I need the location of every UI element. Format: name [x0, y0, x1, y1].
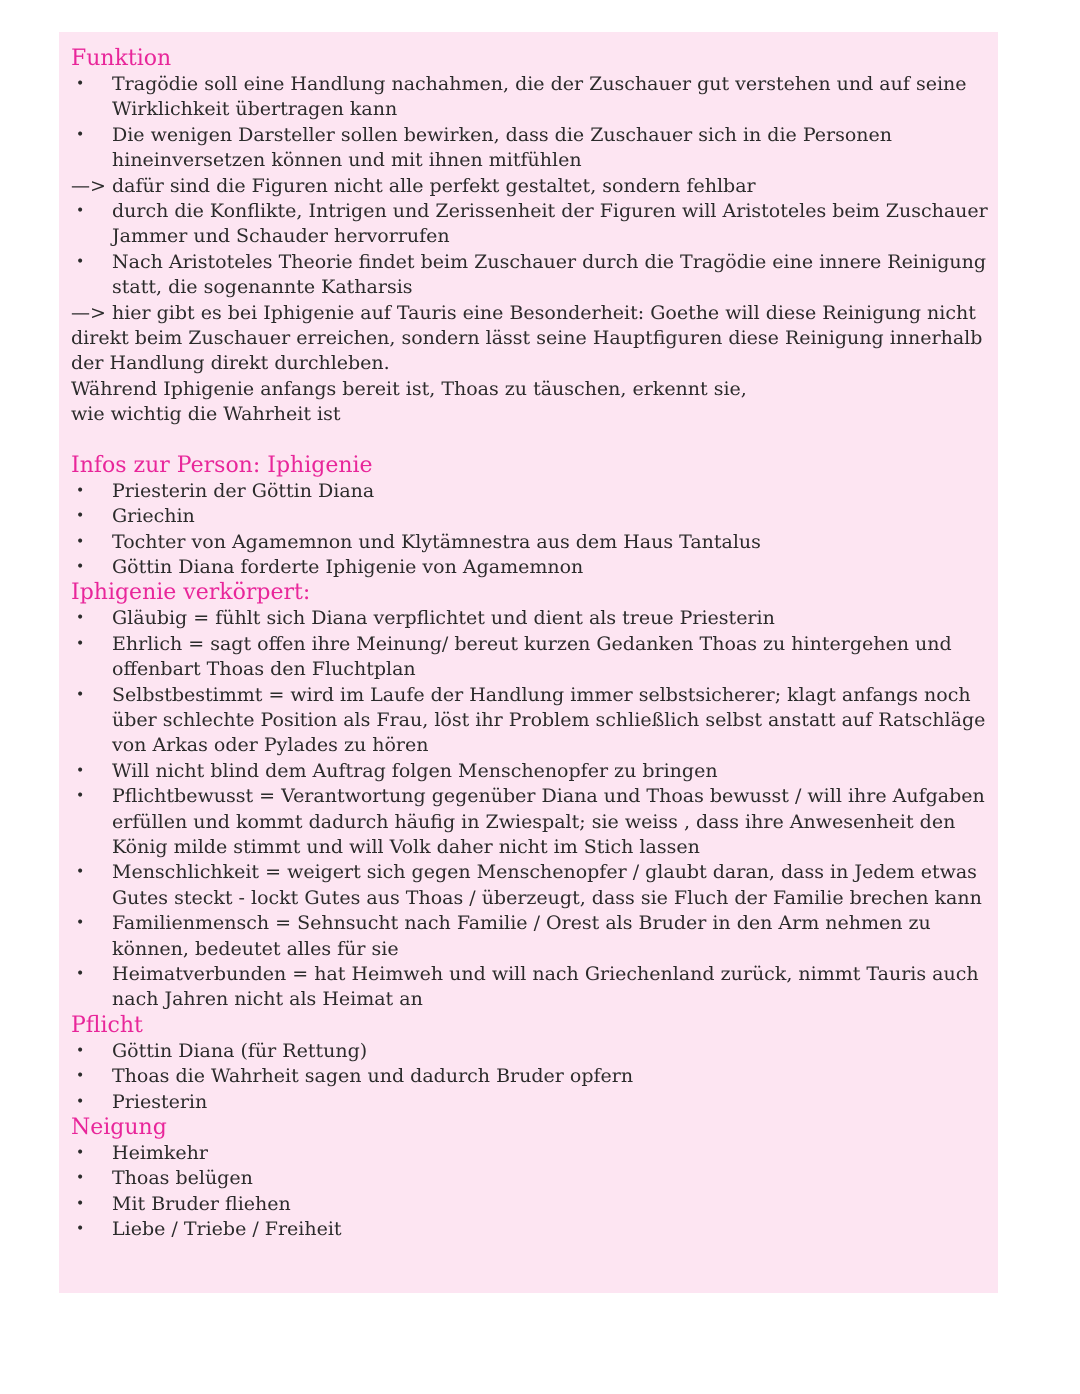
bullet-icon: • — [76, 635, 85, 652]
list-item: • Mit Bruder fliehen — [71, 1192, 988, 1217]
bullet-icon: • — [76, 482, 85, 499]
bullet-icon: • — [76, 762, 85, 779]
bullet-icon: • — [76, 864, 85, 881]
funktion-arrow-note-1: —> dafür sind die Figuren nicht alle perfekt gestaltet, sondern fehlbar — [71, 174, 756, 197]
bullet-icon: • — [76, 1195, 85, 1212]
funktion-arrow-note-2: —> hier gibt es bei Iphigenie auf Tauris eine Besonderheit: Goethe will diese Reinigung nicht direkt beim Zuschauer erreichen, sondern lässt seine Hauptfiguren diese Reinigung innerhalb der Handlung direkt durchleben. — [71, 301, 983, 375]
bullet-icon: • — [76, 1068, 85, 1085]
list-item: • Gläubig = fühlt sich Diana verpflichtet und dient als treue Priesterin — [71, 606, 988, 631]
list-item: • Menschlichkeit = weigert sich gegen Menschenopfer / glaubt daran, dass in Jedem etwas Gutes steckt - lockt Gutes aus Thoas / überzeugt, dass sie Fluch der Familie brechen kann — [76, 861, 982, 909]
funktion-list-2 — [71, 199, 988, 301]
list-item: • Heimatverbunden = hat Heimweh und will nach Griechenland zurück, nimmt Tauris auch nach Jahren nicht als Heimat an — [76, 963, 979, 1011]
bullet-icon: • — [76, 788, 85, 805]
list-item: • Göttin Diana (für Rettung) — [71, 1039, 988, 1064]
bullet-icon: • — [76, 76, 85, 92]
list-item: • Tragödie soll eine Handlung nachahmen, die der Zuschauer gut verstehen und auf seine Wirklichkeit übertragen kann — [76, 73, 967, 121]
bullet-icon: • — [76, 686, 85, 703]
funktion-list-1 — [71, 72, 988, 174]
list-item: • Priesterin der Göttin Diana — [71, 479, 988, 504]
list-item: • Heimkehr — [71, 1141, 988, 1166]
funktion-closing-line-1: Während Iphigenie anfangs bereit ist, Thoas zu täuschen, erkennt sie, — [71, 377, 747, 400]
pflicht-list — [71, 1039, 988, 1115]
bullet-icon: • — [76, 533, 85, 550]
notes-content — [71, 46, 988, 1243]
bullet-icon: • — [76, 610, 85, 627]
list-item: • Thoas die Wahrheit sagen und dadurch Bruder opfern — [71, 1064, 988, 1089]
heading-funktion: Funktion — [71, 46, 172, 71]
section-gap — [71, 428, 988, 453]
bullet-icon: • — [76, 966, 85, 982]
heading-infos-person: Infos zur Person: Iphigenie — [71, 452, 373, 478]
list-item: • Familienmensch = Sehnsucht nach Familie / Orest als Bruder in den Arm nehmen zu können, bedeutet alles für sie — [76, 912, 931, 960]
neigung-list — [71, 1141, 988, 1243]
list-item: • Nach Aristoteles Theorie findet beim Zuschauer durch die Tragödie eine innere Reinigung statt, die sogenannte Katharsis — [76, 250, 986, 299]
infos-list — [71, 479, 988, 581]
verkoerpert-list — [71, 606, 988, 1013]
list-item: • Griechin — [71, 504, 988, 529]
list-item: • Will nicht blind dem Auftrag folgen Menschenopfer zu bringen — [71, 759, 988, 784]
heading-verkoerpert: Iphigenie verkörpert: — [71, 580, 311, 606]
list-item: • Priesterin — [71, 1090, 988, 1115]
bullet-icon: • — [76, 1221, 85, 1238]
bullet-icon: • — [76, 508, 85, 525]
list-item: • Pflichtbewusst = Verantwortung gegenüber Diana und Thoas bewusst / will ihre Aufgaben erfüllen und kommt dadurch häufig in Zwiespalt; sie weiss , dass ihre Anwesenheit den König milde stimmt und will Volk daher nicht im Stich lassen — [76, 785, 985, 858]
funktion-closing-line-2: wie wichtig die Wahrheit ist — [71, 403, 341, 426]
bullet-icon: • — [76, 1093, 85, 1110]
list-item: • Die wenigen Darsteller sollen bewirken, dass die Zuschauer sich in die Personen hineinversetzen können und mit ihnen mitfühlen — [76, 123, 892, 172]
list-item: • Tochter von Agamemnon und Klytämnestra aus dem Haus Tantalus — [71, 530, 988, 555]
list-item: • Göttin Diana forderte Iphigenie von Agamemnon — [71, 555, 988, 580]
bullet-icon: • — [76, 1170, 85, 1187]
heading-pflicht: Pflicht — [71, 1012, 143, 1038]
heading-neigung: Neigung — [71, 1115, 167, 1141]
list-item: • Thoas belügen — [71, 1166, 988, 1191]
list-item: • Selbstbestimmt = wird im Laufe der Handlung immer selbstsicherer; klagt anfangs noch über schlechte Position als Frau, löst ihr Problem schließlich selbst anstatt auf Ratschläge von Arkas oder Pylades zu hören — [76, 683, 986, 757]
bullet-icon: • — [76, 1145, 85, 1162]
list-item: • Liebe / Triebe / Freiheit — [71, 1217, 988, 1242]
bullet-icon: • — [76, 253, 85, 270]
bullet-icon: • — [76, 126, 85, 143]
notes-sheet — [59, 32, 998, 1293]
list-item: • Ehrlich = sagt offen ihre Meinung/ bereut kurzen Gedanken Thoas zu hintergehen und offenbart Thoas den Fluchtplan — [76, 632, 952, 681]
bullet-icon: • — [76, 1042, 85, 1059]
list-item: • durch die Konflikte, Intrigen und Zerissenheit der Figuren will Aristoteles beim Zuschauer Jammer und Schauder hervorrufen — [76, 200, 988, 248]
bullet-icon: • — [76, 558, 85, 575]
bullet-icon: • — [76, 915, 85, 932]
bullet-icon: • — [76, 203, 85, 220]
